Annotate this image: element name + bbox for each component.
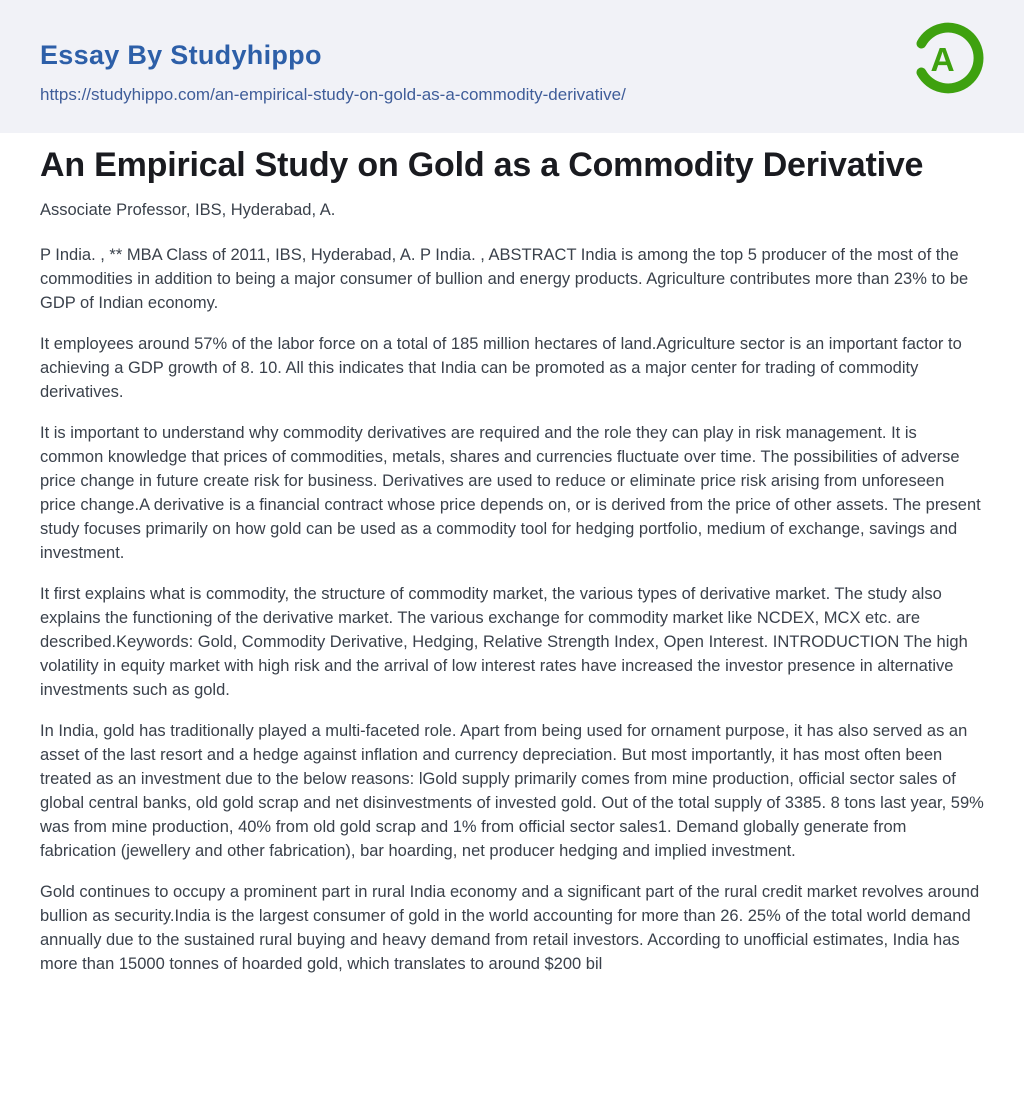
paragraph-6: Gold continues to occupy a prominent part in rural India economy and a significant part of the rural credit market revolves around bullion as security.India is the largest consumer of gold in the world accounting for more than 26. 25% of the total world demand annually due to the sustained rural buying and heavy demand from retail investors. According to unofficial estimates, India has more than 15000 tonnes of hoarded gold, which translates to around $200 bil	[40, 882, 980, 973]
header-banner	[0, 0, 1024, 133]
article-byline: Associate Professor, IBS, Hyderabad, A.	[40, 200, 336, 219]
paragraph-5: In India, gold has traditionally played a multi-faceted role. Apart from being used for ornament purpose, it has also served as an asset of the last resort and a hedge against inflation and currency depreciation. But most importantly, it has most often been treated as an investment due to the below reasons: lGold supply primarily comes from mine production, official sector sales of global central banks, old gold scrap and net disinvestments of invested gold. Out of the total supply of 3385. 8 tons last year, 59% was from mine production, 40% from old gold scrap and 1% from official sector sales1. Demand globally generate from fabrication (jewellery and other fabrication), bar hoarding, net producer hedging and implied investment.	[40, 721, 984, 860]
paragraph-4: It first explains what is commodity, the structure of commodity market, the various types of derivative market. The study also explains the functioning of the derivative market. The various exchange for commodity market like NCDEX, MCX etc. are described.Keywords: Gold, Commodity Derivative, Hedging, Relative Strength Index, Open Interest. INTRODUCTION The high volatility in equity market with high risk and the arrival of low interest rates have increased the investor presence in alternative investments such as gold.	[40, 584, 968, 699]
studyhippo-logo-icon	[910, 20, 986, 96]
svg-text:A: A	[930, 41, 955, 79]
paragraph-3: It is important to understand why commodity derivatives are required and the role they can play in risk management. It is common knowledge that prices of commodities, metals, shares and currencies fluctuate over time. The possibilities of adverse price change in future create risk for business. Derivatives are used to reduce or eliminate price risk arising from unforeseen price change.A derivative is a financial contract whose price depends on, or is derived from the price of other assets. The present study focuses primarily on how gold can be used as a commodity tool for hedging portfolio, medium of exchange, savings and investment.	[40, 423, 981, 562]
site-title: Essay By Studyhippo	[40, 40, 322, 70]
paragraph-1: P India. , ** MBA Class of 2011, IBS, Hyderabad, A. P India. , ABSTRACT India is among the top 5 producer of the most of the commodities in addition to being a major consumer of bullion and energy products. Agriculture contributes more than 23% to be GDP of Indian economy.	[40, 245, 969, 312]
page-url-link[interactable]: https://studyhippo.com/an-empirical-study-on-gold-as-a-commodity-derivative/	[40, 85, 626, 104]
paragraph-2: It employees around 57% of the labor force on a total of 185 million hectares of land.Agriculture sector is an important factor to achieving a GDP growth of 8. 10. All this indicates that India can be promoted as a major center for trading of commodity derivatives.	[40, 334, 962, 401]
article-title: An Empirical Study on Gold as a Commodity Derivative	[40, 146, 924, 184]
article-content	[0, 133, 1024, 976]
